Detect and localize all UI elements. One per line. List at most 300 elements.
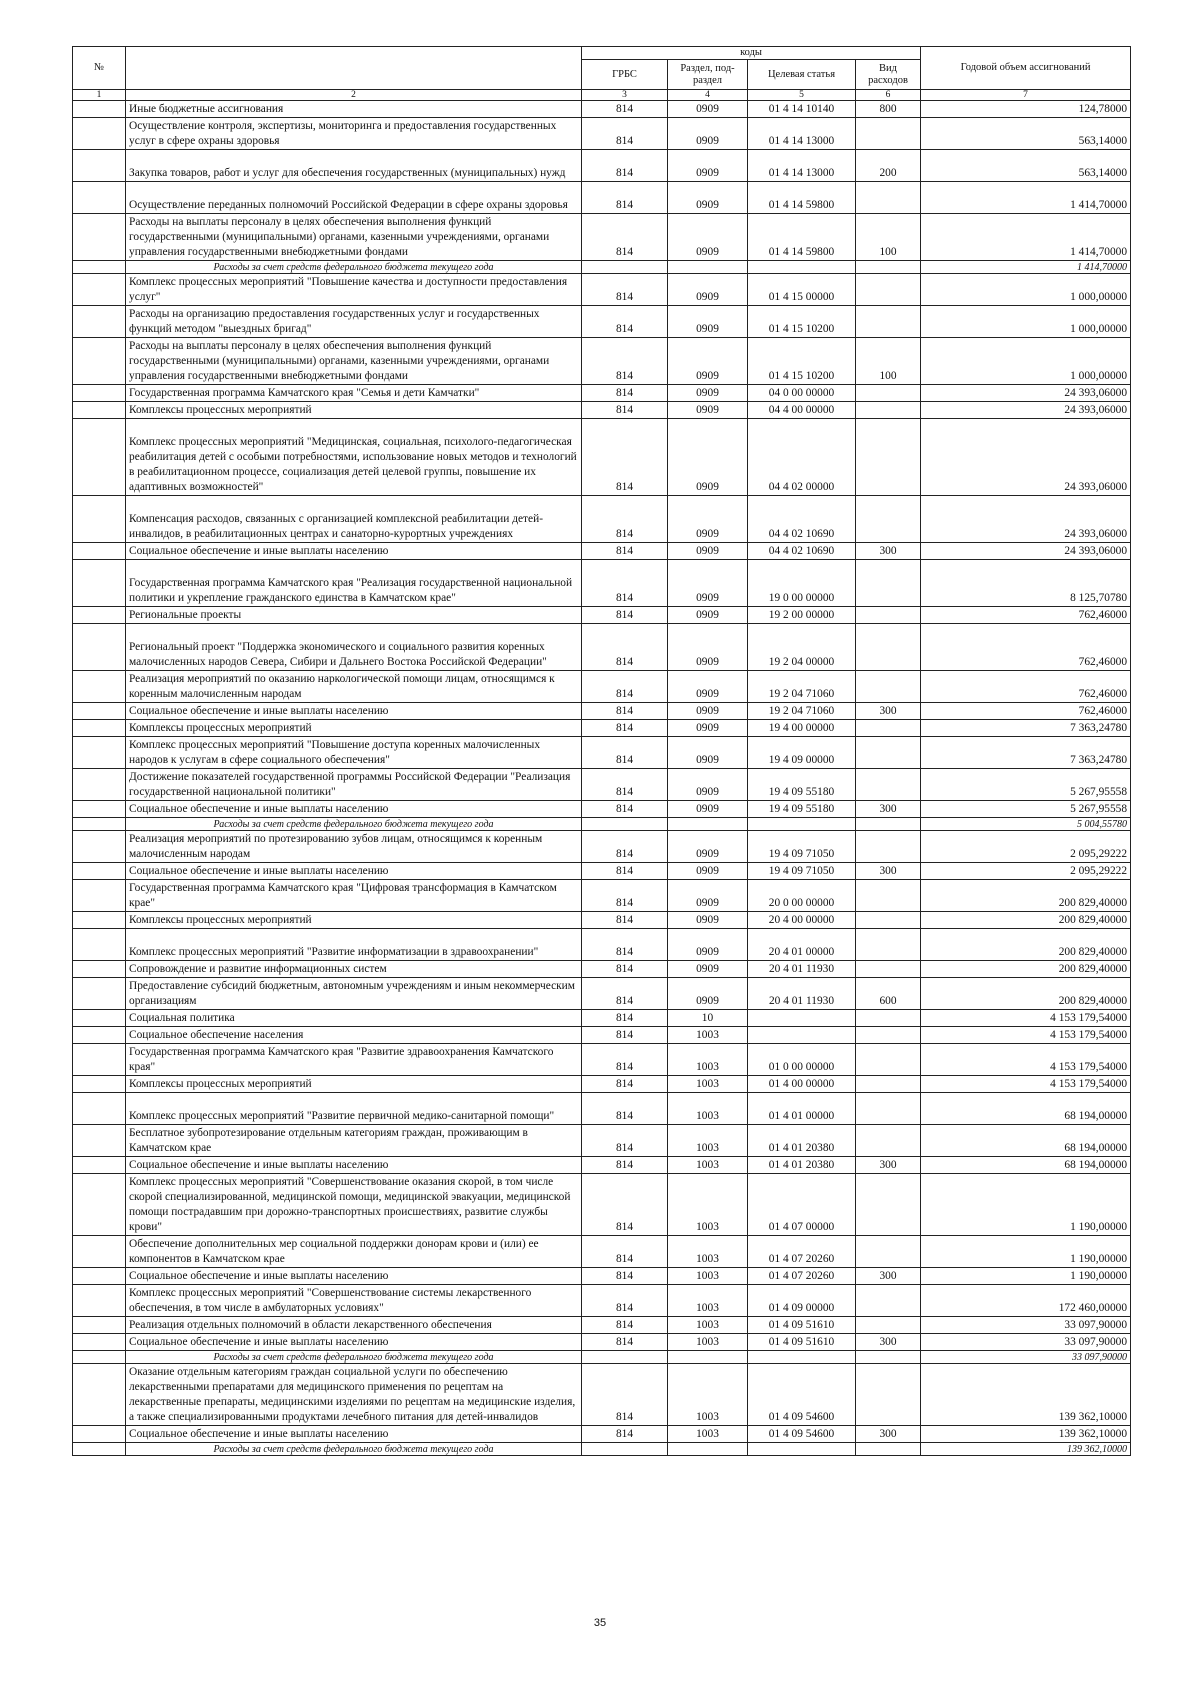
table-row xyxy=(73,1125,1131,1157)
row-target-article: 19 4 09 55180 xyxy=(748,769,856,801)
row-target-article: 01 4 15 10200 xyxy=(748,306,856,338)
table-row xyxy=(73,560,1131,607)
row-target-article xyxy=(748,1443,856,1456)
row-section: 1003 xyxy=(668,1334,748,1351)
row-name: Реализация мероприятий по оказанию наркологической помощи лицам, относящимся к коренным малочисленным народам xyxy=(126,671,582,703)
row-target-article: 04 4 00 00000 xyxy=(748,402,856,419)
row-expense-kind xyxy=(856,1125,921,1157)
table-row xyxy=(73,703,1131,720)
row-section: 0909 xyxy=(668,338,748,385)
row-target-article: 19 4 09 55180 xyxy=(748,801,856,818)
row-number xyxy=(73,818,126,831)
row-name: Реализация мероприятий по протезированию зубов лицам, относящимся к коренным малочисленным народам xyxy=(126,831,582,863)
row-section: 1003 xyxy=(668,1044,748,1076)
table-row xyxy=(73,118,1131,150)
row-target-article: 01 4 14 13000 xyxy=(748,150,856,182)
column-number: 4 xyxy=(668,90,748,101)
table-row xyxy=(73,607,1131,624)
table-row xyxy=(73,863,1131,880)
row-section: 10 xyxy=(668,1010,748,1027)
table-row xyxy=(73,912,1131,929)
row-grbs: 814 xyxy=(582,274,668,306)
row-section: 0909 xyxy=(668,961,748,978)
row-grbs: 814 xyxy=(582,1174,668,1236)
row-section: 0909 xyxy=(668,118,748,150)
row-grbs: 814 xyxy=(582,1157,668,1174)
row-section: 0909 xyxy=(668,720,748,737)
row-name: Расходы на выплаты персоналу в целях обеспечения выполнения функций государственными (муниципальными) органами, казенными учреждениями, органами управления государственными внебюджетными фондами xyxy=(126,214,582,261)
row-number xyxy=(73,261,126,274)
row-amount: 5 267,95558 xyxy=(921,769,1131,801)
row-amount: 139 362,10000 xyxy=(921,1364,1131,1426)
table-row xyxy=(73,961,1131,978)
row-section: 0909 xyxy=(668,543,748,560)
row-section xyxy=(668,261,748,274)
row-number xyxy=(73,1268,126,1285)
row-expense-kind xyxy=(856,1285,921,1317)
row-grbs: 814 xyxy=(582,182,668,214)
row-name: Комплекс процессных мероприятий "Повышение доступа коренных малочисленных народов к услугам в сфере социального обеспечения" xyxy=(126,737,582,769)
row-expense-kind xyxy=(856,1174,921,1236)
row-number xyxy=(73,863,126,880)
row-number xyxy=(73,1093,126,1125)
row-expense-kind xyxy=(856,929,921,961)
row-number xyxy=(73,419,126,496)
row-grbs: 814 xyxy=(582,1044,668,1076)
row-number xyxy=(73,880,126,912)
row-section: 1003 xyxy=(668,1125,748,1157)
row-section: 1003 xyxy=(668,1027,748,1044)
header-expense-kind: Вид расходов xyxy=(856,60,921,90)
row-name: Комплекс процессных мероприятий "Совершенствование системы лекарственного обеспечения, в том числе в амбулаторных условиях" xyxy=(126,1285,582,1317)
row-target-article: 01 4 15 10200 xyxy=(748,338,856,385)
row-amount: 33 097,90000 xyxy=(921,1351,1131,1364)
row-target-article xyxy=(748,1027,856,1044)
row-number xyxy=(73,720,126,737)
row-grbs xyxy=(582,1351,668,1364)
row-section: 0909 xyxy=(668,385,748,402)
table-row xyxy=(73,214,1131,261)
row-name: Иные бюджетные ассигнования xyxy=(126,101,582,118)
row-target-article: 19 0 00 00000 xyxy=(748,560,856,607)
row-target-article: 01 4 09 00000 xyxy=(748,1285,856,1317)
row-amount: 4 153 179,54000 xyxy=(921,1044,1131,1076)
row-name: Сопровождение и развитие информационных систем xyxy=(126,961,582,978)
row-grbs: 814 xyxy=(582,1334,668,1351)
row-section: 0909 xyxy=(668,306,748,338)
table-row xyxy=(73,801,1131,818)
header-grbs: ГРБС xyxy=(582,60,668,90)
table-row xyxy=(73,1364,1131,1426)
row-grbs: 814 xyxy=(582,150,668,182)
row-number xyxy=(73,1076,126,1093)
row-grbs: 814 xyxy=(582,671,668,703)
row-grbs: 814 xyxy=(582,831,668,863)
table-row xyxy=(73,419,1131,496)
row-amount: 1 000,00000 xyxy=(921,274,1131,306)
row-amount: 200 829,40000 xyxy=(921,978,1131,1010)
row-name: Социальное обеспечение и иные выплаты населению xyxy=(126,863,582,880)
column-number: 2 xyxy=(126,90,582,101)
table-row xyxy=(73,150,1131,182)
table-row xyxy=(73,1236,1131,1268)
row-amount: 139 362,10000 xyxy=(921,1443,1131,1456)
row-grbs xyxy=(582,818,668,831)
row-target-article: 19 4 00 00000 xyxy=(748,720,856,737)
row-target-article: 01 4 14 59800 xyxy=(748,214,856,261)
row-name: Осуществление переданных полномочий Российской Федерации в сфере охраны здоровья xyxy=(126,182,582,214)
row-target-article: 19 2 04 00000 xyxy=(748,624,856,671)
row-number xyxy=(73,671,126,703)
row-grbs: 814 xyxy=(582,737,668,769)
row-target-article: 01 4 00 00000 xyxy=(748,1076,856,1093)
row-number xyxy=(73,1027,126,1044)
row-amount: 2 095,29222 xyxy=(921,863,1131,880)
row-name: Государственная программа Камчатского края "Цифровая трансформация в Камчатском крае" xyxy=(126,880,582,912)
table-row xyxy=(73,274,1131,306)
table-row xyxy=(73,338,1131,385)
row-number xyxy=(73,543,126,560)
row-name: Достижение показателей государственной программы Российской Федерации "Реализация государственной национальной политики" xyxy=(126,769,582,801)
header-codes: коды xyxy=(582,47,921,60)
row-name: Комплекс процессных мероприятий "Развитие первичной медико-санитарной помощи" xyxy=(126,1093,582,1125)
row-target-article: 19 4 09 00000 xyxy=(748,737,856,769)
table-row xyxy=(73,182,1131,214)
row-name: Осуществление контроля, экспертизы, мониторинга и предоставления государственных услуг в сфере охраны здоровья xyxy=(126,118,582,150)
row-name: Комплекс процессных мероприятий "Развитие информатизации в здравоохранении" xyxy=(126,929,582,961)
row-section: 0909 xyxy=(668,737,748,769)
row-section: 0909 xyxy=(668,150,748,182)
row-name: Расходы на организацию предоставления государственных услуг и государственных функций методом "выездных бригад" xyxy=(126,306,582,338)
row-expense-kind: 800 xyxy=(856,101,921,118)
row-section: 1003 xyxy=(668,1426,748,1443)
row-number xyxy=(73,560,126,607)
row-expense-kind xyxy=(856,1443,921,1456)
row-number xyxy=(73,703,126,720)
column-number: 1 xyxy=(73,90,126,101)
row-name: Социальное обеспечение и иные выплаты населению xyxy=(126,1426,582,1443)
row-number xyxy=(73,831,126,863)
row-amount: 200 829,40000 xyxy=(921,912,1131,929)
row-amount: 762,46000 xyxy=(921,607,1131,624)
column-number: 5 xyxy=(748,90,856,101)
row-section: 0909 xyxy=(668,419,748,496)
header-target-article: Целевая статья xyxy=(748,60,856,90)
row-expense-kind xyxy=(856,737,921,769)
federal-budget-row xyxy=(73,261,1131,274)
row-number xyxy=(73,1174,126,1236)
row-name: Государственная программа Камчатского края "Семья и дети Камчатки" xyxy=(126,385,582,402)
row-number xyxy=(73,1334,126,1351)
row-expense-kind: 300 xyxy=(856,543,921,560)
row-target-article: 01 4 09 54600 xyxy=(748,1364,856,1426)
row-section: 0909 xyxy=(668,496,748,543)
row-name: Бесплатное зубопротезирование отдельным категориям граждан, проживающим в Камчатском крае xyxy=(126,1125,582,1157)
row-number xyxy=(73,1236,126,1268)
row-expense-kind: 100 xyxy=(856,214,921,261)
row-amount: 2 095,29222 xyxy=(921,831,1131,863)
row-grbs: 814 xyxy=(582,1076,668,1093)
table-row xyxy=(73,978,1131,1010)
row-section: 0909 xyxy=(668,671,748,703)
row-grbs: 814 xyxy=(582,1093,668,1125)
row-section xyxy=(668,1351,748,1364)
row-name: Социальное обеспечение и иные выплаты населению xyxy=(126,801,582,818)
row-name: Расходы за счет средств федерального бюджета текущего года xyxy=(126,261,582,274)
row-expense-kind: 300 xyxy=(856,1426,921,1443)
row-amount: 124,78000 xyxy=(921,101,1131,118)
row-section: 1003 xyxy=(668,1268,748,1285)
row-expense-kind: 300 xyxy=(856,1334,921,1351)
row-name: Социальное обеспечение и иные выплаты населению xyxy=(126,1157,582,1174)
federal-budget-row xyxy=(73,1443,1131,1456)
row-grbs: 814 xyxy=(582,720,668,737)
row-amount: 24 393,06000 xyxy=(921,543,1131,560)
row-grbs: 814 xyxy=(582,1010,668,1027)
row-expense-kind xyxy=(856,419,921,496)
row-name: Комплексы процессных мероприятий xyxy=(126,720,582,737)
row-amount: 762,46000 xyxy=(921,624,1131,671)
row-number xyxy=(73,182,126,214)
row-expense-kind xyxy=(856,769,921,801)
row-grbs: 814 xyxy=(582,1268,668,1285)
row-amount: 762,46000 xyxy=(921,671,1131,703)
row-amount: 7 363,24780 xyxy=(921,737,1131,769)
row-expense-kind xyxy=(856,1317,921,1334)
row-amount: 68 194,00000 xyxy=(921,1093,1131,1125)
table-row xyxy=(73,769,1131,801)
row-amount: 1 190,00000 xyxy=(921,1236,1131,1268)
row-number xyxy=(73,214,126,261)
row-grbs: 814 xyxy=(582,118,668,150)
row-expense-kind xyxy=(856,1364,921,1426)
row-grbs: 814 xyxy=(582,624,668,671)
row-grbs: 814 xyxy=(582,306,668,338)
row-number xyxy=(73,929,126,961)
row-target-article: 19 2 00 00000 xyxy=(748,607,856,624)
table-body xyxy=(73,101,1131,1456)
row-amount: 200 829,40000 xyxy=(921,880,1131,912)
row-name: Закупка товаров, работ и услуг для обеспечения государственных (муниципальных) нужд xyxy=(126,150,582,182)
row-amount: 563,14000 xyxy=(921,150,1131,182)
row-section: 1003 xyxy=(668,1157,748,1174)
row-target-article: 01 0 00 00000 xyxy=(748,1044,856,1076)
row-number xyxy=(73,1364,126,1426)
row-amount: 200 829,40000 xyxy=(921,961,1131,978)
row-name: Расходы на выплаты персоналу в целях обеспечения выполнения функций государственными (муниципальными) органами, казенными учреждениями, органами управления государственными внебюджетными фондами xyxy=(126,338,582,385)
table-row xyxy=(73,101,1131,118)
row-name: Расходы за счет средств федерального бюджета текущего года xyxy=(126,1351,582,1364)
header-annual-volume: Годовой объем ассигнований xyxy=(921,47,1131,90)
row-name: Социальное обеспечение и иные выплаты населению xyxy=(126,543,582,560)
row-target-article: 01 4 09 51610 xyxy=(748,1334,856,1351)
row-amount: 24 393,06000 xyxy=(921,496,1131,543)
row-name: Региональные проекты xyxy=(126,607,582,624)
header-name xyxy=(126,47,582,90)
row-section: 0909 xyxy=(668,801,748,818)
row-expense-kind: 300 xyxy=(856,801,921,818)
row-section: 0909 xyxy=(668,274,748,306)
row-grbs: 814 xyxy=(582,1236,668,1268)
page-number: 35 xyxy=(593,1617,607,1629)
table-row xyxy=(73,1044,1131,1076)
row-expense-kind xyxy=(856,1027,921,1044)
row-grbs: 814 xyxy=(582,863,668,880)
row-grbs: 814 xyxy=(582,402,668,419)
row-target-article: 01 4 07 20260 xyxy=(748,1236,856,1268)
row-amount: 1 414,70000 xyxy=(921,261,1131,274)
row-number xyxy=(73,624,126,671)
row-section: 1003 xyxy=(668,1364,748,1426)
row-name: Обеспечение дополнительных мер социальной поддержки донорам крови и (или) ее компонентов в Камчатском крае xyxy=(126,1236,582,1268)
row-grbs: 814 xyxy=(582,1426,668,1443)
header-section: Раздел, под-раздел xyxy=(668,60,748,90)
table-row xyxy=(73,1010,1131,1027)
row-expense-kind xyxy=(856,496,921,543)
row-target-article: 01 4 15 00000 xyxy=(748,274,856,306)
row-target-article: 20 0 00 00000 xyxy=(748,880,856,912)
row-name: Региональный проект "Поддержка экономического и социального развития коренных малочисленных народов Севера, Сибири и Дальнего Востока Российской Федерации" xyxy=(126,624,582,671)
row-section: 0909 xyxy=(668,101,748,118)
row-target-article: 19 4 09 71050 xyxy=(748,831,856,863)
row-section: 0909 xyxy=(668,978,748,1010)
row-number xyxy=(73,1044,126,1076)
row-number xyxy=(73,402,126,419)
table-row xyxy=(73,1027,1131,1044)
row-name: Комплекс процессных мероприятий "Совершенствование оказания скорой, в том числе скорой специализированной, медицинской помощи, медицинской эвакуации, медицинской помощи пострадавшим при дорожно-транспортных происшествиях, развитие службы крови" xyxy=(126,1174,582,1236)
table-row xyxy=(73,1174,1131,1236)
row-expense-kind xyxy=(856,1351,921,1364)
row-number xyxy=(73,769,126,801)
row-section xyxy=(668,1443,748,1456)
row-grbs: 814 xyxy=(582,1125,668,1157)
row-target-article: 01 4 01 20380 xyxy=(748,1125,856,1157)
row-name: Социальное обеспечение и иные выплаты населению xyxy=(126,1334,582,1351)
row-amount: 1 190,00000 xyxy=(921,1174,1131,1236)
table-row xyxy=(73,671,1131,703)
row-amount: 563,14000 xyxy=(921,118,1131,150)
row-grbs: 814 xyxy=(582,496,668,543)
row-grbs: 814 xyxy=(582,385,668,402)
row-section: 0909 xyxy=(668,703,748,720)
row-amount: 1 000,00000 xyxy=(921,338,1131,385)
row-expense-kind xyxy=(856,671,921,703)
row-expense-kind: 600 xyxy=(856,978,921,1010)
row-amount: 4 153 179,54000 xyxy=(921,1027,1131,1044)
row-amount: 33 097,90000 xyxy=(921,1334,1131,1351)
row-amount: 1 190,00000 xyxy=(921,1268,1131,1285)
row-section: 0909 xyxy=(668,769,748,801)
row-grbs: 814 xyxy=(582,1027,668,1044)
row-expense-kind: 300 xyxy=(856,863,921,880)
table-row xyxy=(73,1334,1131,1351)
row-target-article: 04 4 02 10690 xyxy=(748,543,856,560)
row-section: 1003 xyxy=(668,1236,748,1268)
table-row xyxy=(73,1317,1131,1334)
row-amount: 24 393,06000 xyxy=(921,402,1131,419)
row-grbs: 814 xyxy=(582,560,668,607)
row-grbs: 814 xyxy=(582,543,668,560)
row-section: 0909 xyxy=(668,880,748,912)
row-name: Социальное обеспечение населения xyxy=(126,1027,582,1044)
row-name: Предоставление субсидий бюджетным, автономным учреждениям и иным некоммерческим организациям xyxy=(126,978,582,1010)
row-amount: 5 267,95558 xyxy=(921,801,1131,818)
table-row xyxy=(73,880,1131,912)
row-grbs: 814 xyxy=(582,880,668,912)
row-target-article xyxy=(748,818,856,831)
row-amount: 172 460,00000 xyxy=(921,1285,1131,1317)
row-grbs: 814 xyxy=(582,769,668,801)
column-number: 7 xyxy=(921,90,1131,101)
row-target-article: 01 4 09 54600 xyxy=(748,1426,856,1443)
row-target-article: 04 4 02 10690 xyxy=(748,496,856,543)
header-number: № xyxy=(73,47,126,90)
row-expense-kind xyxy=(856,560,921,607)
row-number xyxy=(73,737,126,769)
row-amount: 4 153 179,54000 xyxy=(921,1010,1131,1027)
row-target-article: 01 4 14 13000 xyxy=(748,118,856,150)
table-row xyxy=(73,720,1131,737)
budget-table-sheet xyxy=(72,46,1130,1456)
row-target-article xyxy=(748,261,856,274)
row-amount: 7 363,24780 xyxy=(921,720,1131,737)
row-name: Оказание отдельным категориям граждан социальной услуги по обеспечению лекарственными препаратами для медицинского применения по рецептам на лекарственные препараты, медицинскими изделиями по рецептам на медицинские изделия, а также специализированными продуктами лечебного питания для детей-инвалидов xyxy=(126,1364,582,1426)
row-name: Расходы за счет средств федерального бюджета текущего года xyxy=(126,818,582,831)
row-number xyxy=(73,1317,126,1334)
row-target-article: 20 4 01 00000 xyxy=(748,929,856,961)
row-section: 1003 xyxy=(668,1076,748,1093)
row-target-article: 20 4 00 00000 xyxy=(748,912,856,929)
column-number: 3 xyxy=(582,90,668,101)
row-section: 0909 xyxy=(668,607,748,624)
federal-budget-row xyxy=(73,1351,1131,1364)
table-row xyxy=(73,1093,1131,1125)
row-name: Государственная программа Камчатского края "Реализация государственной национальной политики и укрепление гражданского единства в Камчатском крае" xyxy=(126,560,582,607)
row-expense-kind xyxy=(856,274,921,306)
row-expense-kind xyxy=(856,1044,921,1076)
table-row xyxy=(73,1268,1131,1285)
row-number xyxy=(73,1351,126,1364)
row-expense-kind xyxy=(856,306,921,338)
row-name: Комплексы процессных мероприятий xyxy=(126,402,582,419)
row-name: Расходы за счет средств федерального бюджета текущего года xyxy=(126,1443,582,1456)
row-name: Компенсация расходов, связанных с организацией комплексной реабилитации детей-инвалидов, в реабилитационных центрах и санаторно-курортных учреждениях xyxy=(126,496,582,543)
row-section: 0909 xyxy=(668,929,748,961)
row-name: Комплексы процессных мероприятий xyxy=(126,1076,582,1093)
row-name: Комплекс процессных мероприятий "Медицинская, социальная, психолого-педагогическая реабилитация детей с особыми потребностями, использование новых методов и технологий в реабилитационном процессе, социализация детей целевой группы, повышение их адаптивных возможностей" xyxy=(126,419,582,496)
row-grbs xyxy=(582,261,668,274)
row-section: 0909 xyxy=(668,214,748,261)
row-section: 0909 xyxy=(668,560,748,607)
row-grbs: 814 xyxy=(582,912,668,929)
table-row xyxy=(73,929,1131,961)
row-grbs: 814 xyxy=(582,801,668,818)
table-row xyxy=(73,402,1131,419)
row-target-article: 04 0 00 00000 xyxy=(748,385,856,402)
row-grbs: 814 xyxy=(582,1364,668,1426)
row-grbs: 814 xyxy=(582,1317,668,1334)
row-expense-kind xyxy=(856,624,921,671)
row-expense-kind xyxy=(856,261,921,274)
row-number xyxy=(73,385,126,402)
row-expense-kind xyxy=(856,912,921,929)
row-section: 0909 xyxy=(668,182,748,214)
row-number xyxy=(73,101,126,118)
row-expense-kind: 300 xyxy=(856,703,921,720)
table-row xyxy=(73,1426,1131,1443)
column-number: 6 xyxy=(856,90,921,101)
row-number xyxy=(73,1010,126,1027)
